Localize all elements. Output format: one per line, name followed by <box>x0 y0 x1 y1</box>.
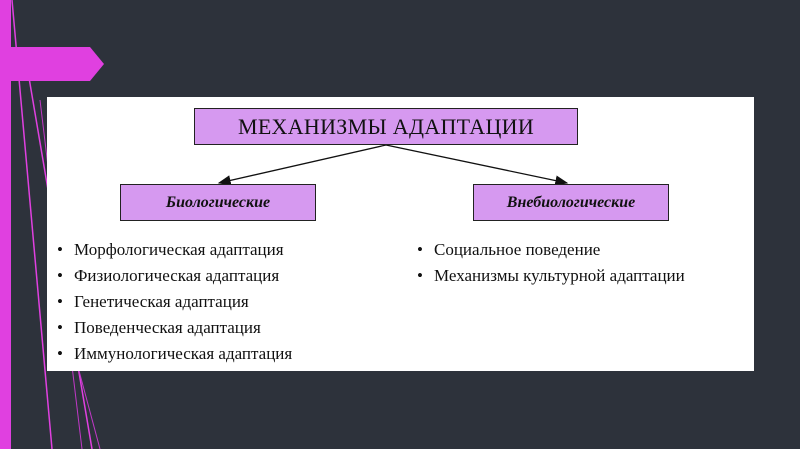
bullet-icon: • <box>57 344 63 363</box>
accent-left-bar <box>0 0 11 449</box>
biological-category-box <box>120 184 316 221</box>
bullet-icon: • <box>57 318 63 337</box>
diagram-title-box <box>194 108 578 145</box>
nonbiological-list <box>417 237 685 289</box>
list-item: • Механизмы культурной адаптации <box>417 263 685 289</box>
list-item: • Генетическая адаптация <box>57 289 292 315</box>
list-item: • Социальное поведение <box>417 237 685 263</box>
biological-category-label: Биологические <box>165 193 271 211</box>
diagram-title: МЕХАНИЗМЫ АДАПТАЦИИ <box>237 113 535 139</box>
nonbiological-category-label: Внебиологические <box>506 193 636 211</box>
bullet-icon: • <box>417 240 423 259</box>
accent-arrow-shape <box>0 47 104 81</box>
bullet-icon: • <box>57 266 63 285</box>
list-item: • Поведенческая адаптация <box>57 315 292 341</box>
arrow-to-biological <box>219 145 386 183</box>
arrow-to-nonbiological <box>386 145 567 183</box>
list-item: • Физиологическая адаптация <box>57 263 292 289</box>
diagram-panel <box>47 97 754 371</box>
bullet-icon: • <box>57 240 63 259</box>
bullet-icon: • <box>57 292 63 311</box>
nonbiological-category-box <box>473 184 669 221</box>
bullet-icon: • <box>417 266 423 285</box>
biological-list <box>57 237 292 367</box>
list-item: • Иммунологическая адаптация <box>57 341 292 367</box>
list-item: • Морфологическая адаптация <box>57 237 292 263</box>
